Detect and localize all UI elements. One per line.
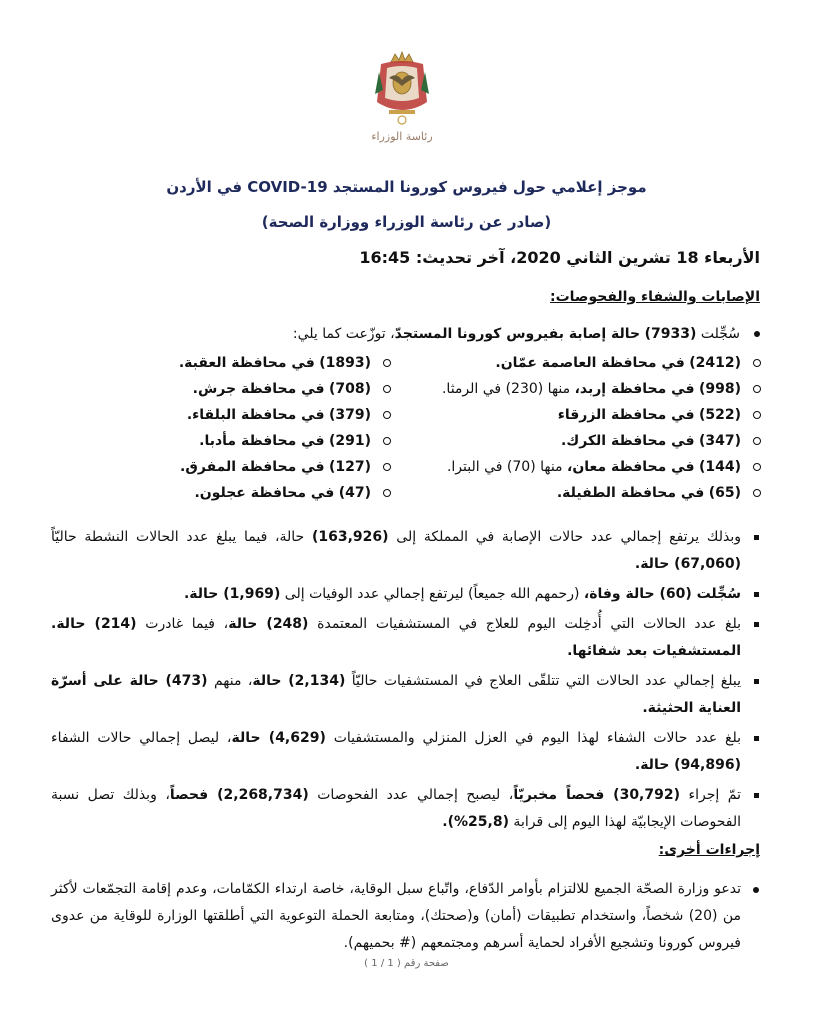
intro-bold: حالة إصابة بفيروس كورونا المستجدّ [394, 326, 641, 342]
stat-text: بلغ عدد حالات الشفاء لهذا اليوم في العزل المنزلي والمستشفيات [325, 730, 741, 746]
governorate-count: (522) [698, 407, 741, 423]
square-bullet-icon [754, 622, 759, 627]
governorate-label: في محافظة البلقاء. [186, 407, 325, 423]
stat-bold-text: (2,134) حالة [252, 673, 346, 689]
governorate-count: (379) [328, 407, 371, 423]
square-bullet-icon [754, 793, 759, 798]
page-subtitle: (صادر عن رئاسة الوزراء ووزارة الصحة) [261, 213, 552, 231]
page-number: صفحة رقم ( 1 / 1 ) [364, 958, 449, 969]
governorate-item [391, 351, 761, 375]
governorate-label: في محافظة معان، [567, 459, 695, 475]
square-bullet-icon [754, 592, 759, 597]
governorate-label: في محافظة الكرك. [561, 433, 695, 449]
governorate-item [391, 403, 761, 427]
hollow-bullet-icon [753, 437, 761, 445]
governorates-list [178, 351, 761, 505]
stat-bullet [51, 725, 761, 779]
stat-bullet [51, 668, 761, 722]
governorate-count: (47) [338, 485, 371, 501]
hollow-bullet-icon [753, 411, 761, 419]
intro-line [293, 326, 760, 342]
stats-bullet-list [51, 524, 761, 839]
governorate-item [178, 351, 391, 375]
governorate-count: (1893) [319, 355, 371, 371]
stat-text: تمّ إجراء [680, 787, 741, 803]
hollow-bullet-icon [753, 489, 761, 497]
square-bullet-icon [754, 736, 759, 741]
governorate-count: (291) [328, 433, 371, 449]
governorate-extra: منها (70) في البترا. [446, 459, 563, 475]
stat-bold-text: (4,629) حالة [231, 730, 326, 746]
governorate-item [181, 481, 391, 505]
stat-text: ، ليصبح إجمالي عدد الفحوصات [308, 787, 514, 803]
governorate-item [181, 429, 391, 453]
governorate-item [391, 481, 761, 505]
stat-bold-text: (214) حالة. المستشفيات بعد شفائها. [51, 616, 741, 659]
intro-prefix: سُجِّلت [700, 326, 740, 342]
stat-bold-text: سُجِّلت (60) حالة وفاة، [583, 586, 741, 602]
square-bullet-icon [754, 679, 759, 684]
stat-bold-text: (25,8%). [442, 814, 509, 830]
other-measures-text: تدعو وزارة الصحّة الجميع للالتزام بأوامر الدّفاع، واتّباع سبل الوقاية، خاصة ارتداء الكمّامات، وعدم إقامة التجمّعات لأكثر من (20) شخصاً، واستخدام تطبيقات (أمان) و(صحتك)، ومتابعة الحملة التوعوية التي أطلقتها الوزارة للوقاية من عدوى فيروس كورونا وتشجيع الأفراد لحماية أسرهم ومجتمعهم (# بحميهم). [51, 881, 741, 951]
stat-bold-text: (94,896) حالة. [634, 757, 741, 773]
stat-bullet [51, 611, 761, 665]
governorate-item [181, 403, 391, 427]
hollow-bullet-icon [383, 489, 391, 497]
hollow-bullet-icon [753, 385, 761, 393]
governorate-label: في محافظة جرش. [192, 381, 325, 397]
hollow-bullet-icon [383, 359, 391, 367]
stat-bold-text: (163,926) [311, 529, 389, 545]
stat-bold-text: (473) حالة على أسرّة العناية الحثيثة. [51, 673, 741, 716]
stat-text: ، منهم [207, 673, 253, 689]
stat-text: يبلغ إجمالي عدد الحالات التي تتلقّى العلاج في المستشفيات حاليّاً [345, 673, 741, 689]
governorate-item [391, 429, 761, 453]
hollow-bullet-icon [383, 385, 391, 393]
stat-text: ، وبذلك تصل نسبة الفحوصات الإيجابيّة لهذا اليوم إلى قرابة [51, 787, 741, 830]
hollow-bullet-icon [383, 411, 391, 419]
stat-bold-text: (1,969) حالة. [183, 586, 281, 602]
governorate-count: (127) [328, 459, 371, 475]
stat-bullet [51, 581, 761, 608]
governorate-item [391, 377, 761, 401]
stat-text: بلغ عدد الحالات التي أُدخِلت اليوم للعلاج في المستشفيات المعتمدة [308, 616, 741, 632]
stat-text: ، ليصل إجمالي حالات الشفاء [51, 730, 232, 746]
governorate-count: (2412) [689, 355, 741, 371]
dateline: الأربعاء 18 تشرين الثاني 2020، آخر تحديث: 16:45 [359, 248, 760, 267]
hollow-bullet-icon [753, 359, 761, 367]
stat-bold-text: (30,792) فحصاً مخبريّاً [513, 787, 681, 803]
section-heading-cases: الإصابات والشفاء والفحوصات: [550, 289, 760, 305]
governorate-item [181, 455, 391, 479]
governorate-count: (708) [328, 381, 371, 397]
stat-text: ، فيما غادرت [136, 616, 229, 632]
governorate-label: في محافظة عجلون. [194, 485, 335, 501]
governorate-item [391, 455, 761, 479]
stat-text: (رحمهم الله جميعاً) ليرتفع إجمالي عدد الوفيات إلى [280, 586, 584, 602]
governorate-label: في محافظة الطفيلة. [556, 485, 705, 501]
hollow-bullet-icon [383, 437, 391, 445]
stat-text: حالة، فيما يبلغ عدد الحالات النشطة حاليّاً [51, 529, 312, 545]
governorate-label: في محافظة مأدبا. [199, 433, 325, 449]
royal-emblem-icon [371, 50, 433, 128]
bullet-dot-icon [754, 331, 760, 337]
stat-bullet [51, 782, 761, 836]
stat-bold-text: (67,060) حالة. [634, 556, 741, 572]
stat-bold-text: (248) حالة [228, 616, 309, 632]
hollow-bullet-icon [383, 463, 391, 471]
governorate-label: في محافظة المفرق. [180, 459, 325, 475]
governorate-count: (347) [698, 433, 741, 449]
intro-count: (7933) [644, 326, 697, 342]
intro-suffix: ، توزّعت كما يلي: [292, 326, 395, 342]
governorate-label: في محافظة العاصمة عمّان. [495, 355, 685, 371]
governorate-label: في محافظة العقبة. [178, 355, 315, 371]
governorate-count: (65) [708, 485, 741, 501]
page-title: موجز إعلامي حول فيروس كورونا المستجد COVID-19 في الأردن [166, 178, 647, 196]
governorate-count: (998) [698, 381, 741, 397]
governorate-count: (144) [698, 459, 741, 475]
emblem-caption: رئاسة الوزراء [371, 130, 433, 143]
square-bullet-icon [754, 535, 759, 540]
governorate-label: في محافظة إربد، [574, 381, 695, 397]
stat-bullet [51, 524, 761, 578]
stat-bold-text: (2,268,734) فحصاً [169, 787, 309, 803]
other-measures-paragraph [51, 876, 761, 957]
governorate-item [181, 377, 391, 401]
hollow-bullet-icon [753, 463, 761, 471]
emblem [371, 50, 433, 152]
governorate-label: في محافظة الزرقاء [557, 407, 695, 423]
stat-text: وبذلك يرتفع إجمالي عدد حالات الإصابة في المملكة إلى [388, 529, 741, 545]
bullet-dot-icon [753, 887, 759, 893]
governorate-extra: منها (230) في الرمثا. [441, 381, 571, 397]
section-heading-other: إجراءات أخرى: [658, 842, 760, 858]
